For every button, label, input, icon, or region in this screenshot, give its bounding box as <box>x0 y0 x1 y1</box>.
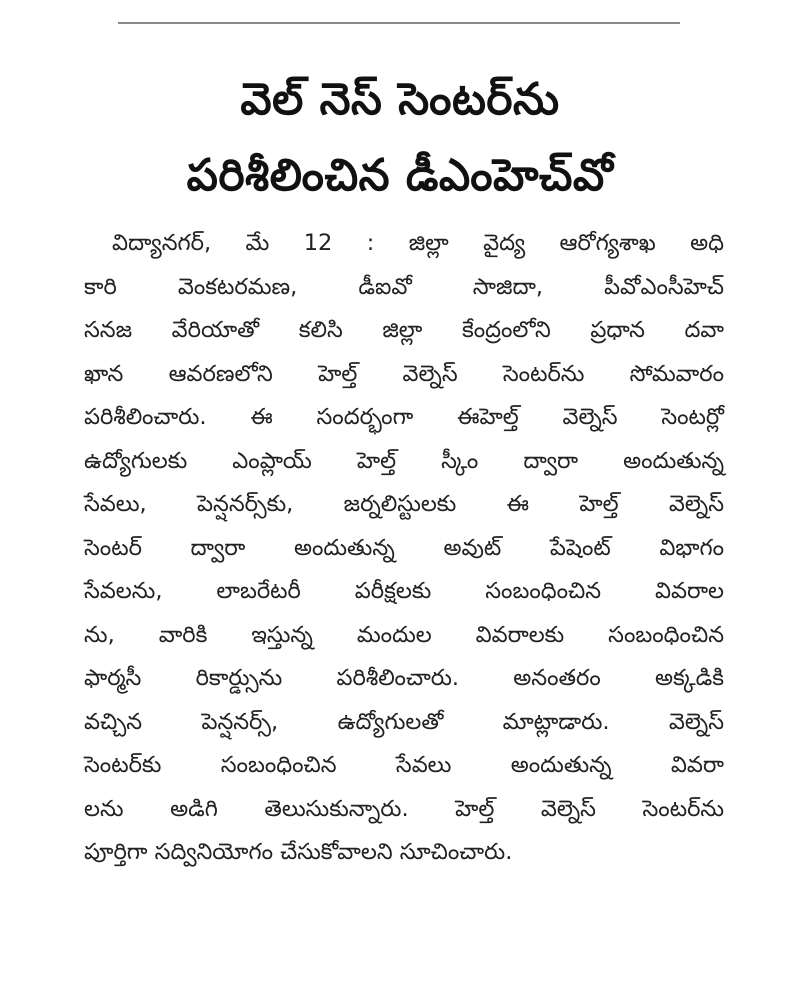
body-line: లను అడిగి తెలుసుకున్నారు. హెల్త్ వెల్నెస్ సెంటర్‌ను <box>84 795 724 822</box>
body-line: సెంటర్ ద్వారా అందుతున్న అవుట్ పేషెంట్ విభాగం <box>84 534 724 561</box>
body-line: ఖాన ఆవరణలోని హెల్త్ వెల్నెస్ సెంటర్‌ను సోమవారం <box>84 360 724 387</box>
body-line: సెంటర్‌కు సంబంధించిన సేవలు అందుతున్న వివరా <box>84 752 724 778</box>
body-line: సేవలను, లాబరేటరీ పరీక్షలకు సంబంధించిన వివరాల <box>84 578 724 604</box>
headline-line-1: వెల్ నెస్ సెంటర్‌ను <box>240 74 560 125</box>
top-divider-rule <box>118 22 680 24</box>
body-line: వచ్చిన పెన్షనర్స్, ఉద్యోగులతో మాట్లాడారు. వెల్నెస్ <box>84 708 724 735</box>
body-line: కారి వెంకటరమణ, డీఐవో సాజిదా, పీవోఎంసీహెచ్ <box>84 273 724 300</box>
article-body <box>84 222 724 875</box>
body-line: ను, వారికి ఇస్తున్న మందుల వివరాలకు సంబంధించిన <box>84 621 724 648</box>
body-line: విద్యానగర్, మే 12 : జిల్లా వైద్య ఆరోగ్యశాఖ అధి <box>112 230 724 256</box>
body-line: పూర్తిగా సద్వినియోగం చేసుకోవాలని సూచించారు. <box>84 839 513 865</box>
body-line: పరిశీలించారు. ఈ సందర్భంగా ఈహెల్త్ వెల్నెస్ సెంటర్లో <box>84 404 724 430</box>
body-line: ఉద్యోగులకు ఎంప్లాయ్ హెల్త్ స్కీం ద్వారా అందుతున్న <box>84 447 724 474</box>
body-line: సనజ వేరియాతో కలిసి జిల్లా కేంద్రంలోని ప్రధాన దవా <box>84 317 724 343</box>
body-line: సేవలు, పెన్షనర్స్‌కు, జర్నలిస్టులకు ఈ హెల్త్ వెల్నెస్ <box>84 491 724 517</box>
body-line: ఫార్మసీ రికార్డ్సును పరిశీలించారు. అనంతరం అక్కడికి <box>84 665 724 691</box>
headline-line-2: పరిశీలించిన డీఎంహెచ్‌వో <box>186 150 614 201</box>
